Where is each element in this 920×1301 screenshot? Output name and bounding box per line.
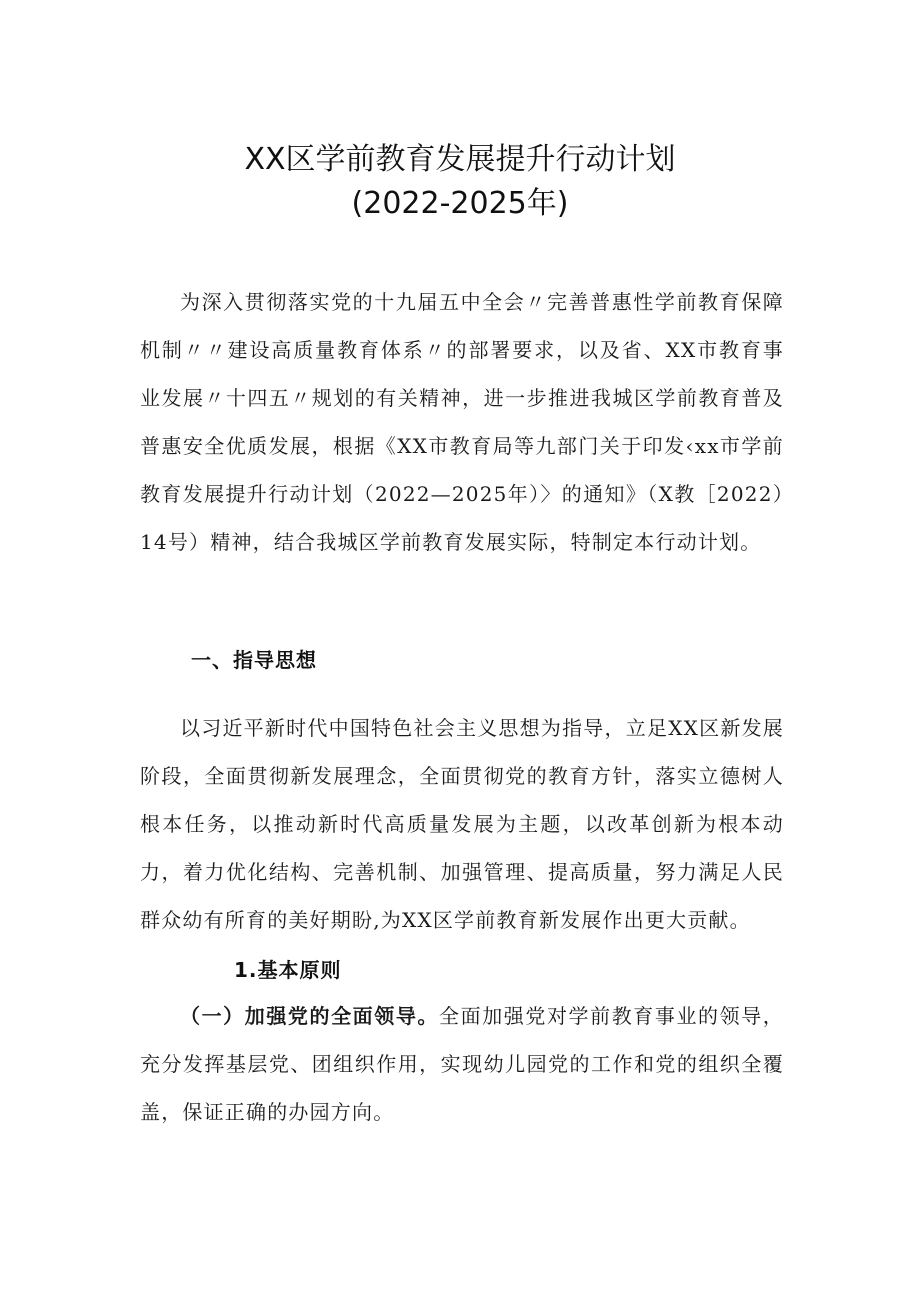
document-subtitle-years: (2022-2025年) <box>351 186 569 221</box>
document-title: XX区学前教育发展提升行动计划 <box>244 142 676 177</box>
subsection-heading-basic-principles: 1.基本原则 <box>234 958 342 982</box>
principle-text: 全面加强党对学前教育事业的领导，充分发挥基层党、团组织作用，实现幼儿园党的工作和党的组织全覆盖，保证正确的办园方向。 <box>140 1004 785 1124</box>
principle-paragraph-party-leadership <box>140 992 784 1136</box>
guiding-thought-paragraph: 以习近平新时代中国特色社会主义思想为指导，立足XX区新发展阶段，全面贯彻新发展理念，全面贯彻党的教育方针，落实立德树人根本任务，以推动新时代高质量发展为主题，以改革创新为根本动力，着力优化结构、完善机制、加强管理、提高质量，努力满足人民群众幼有所育的美好期盼,为XX区学前教育新发展作出更大贡献。 <box>140 716 784 932</box>
section-heading-guiding-thought: 一、指导思想 <box>191 648 317 672</box>
principle-lead: （一）加强党的全面领导。 <box>180 1004 440 1028</box>
intro-paragraph: 为深入贯彻落实党的十九届五中全会〃完善普惠性学前教育保障机制〃〃建设高质量教育体系〃的部署要求，以及省、XX市教育事业发展〃十四五〃规划的有关精神，进一步推进我城区学前教育普及普惠安全优质发展，根据《XX市教育局等九部门关于印发‹xx市学前教育发展提升行动计划（2022—2025年）〉的通知》（X教［2022）14号）精神，结合我城区学前教育发展实际，特制定本行动计划。 <box>140 290 784 554</box>
